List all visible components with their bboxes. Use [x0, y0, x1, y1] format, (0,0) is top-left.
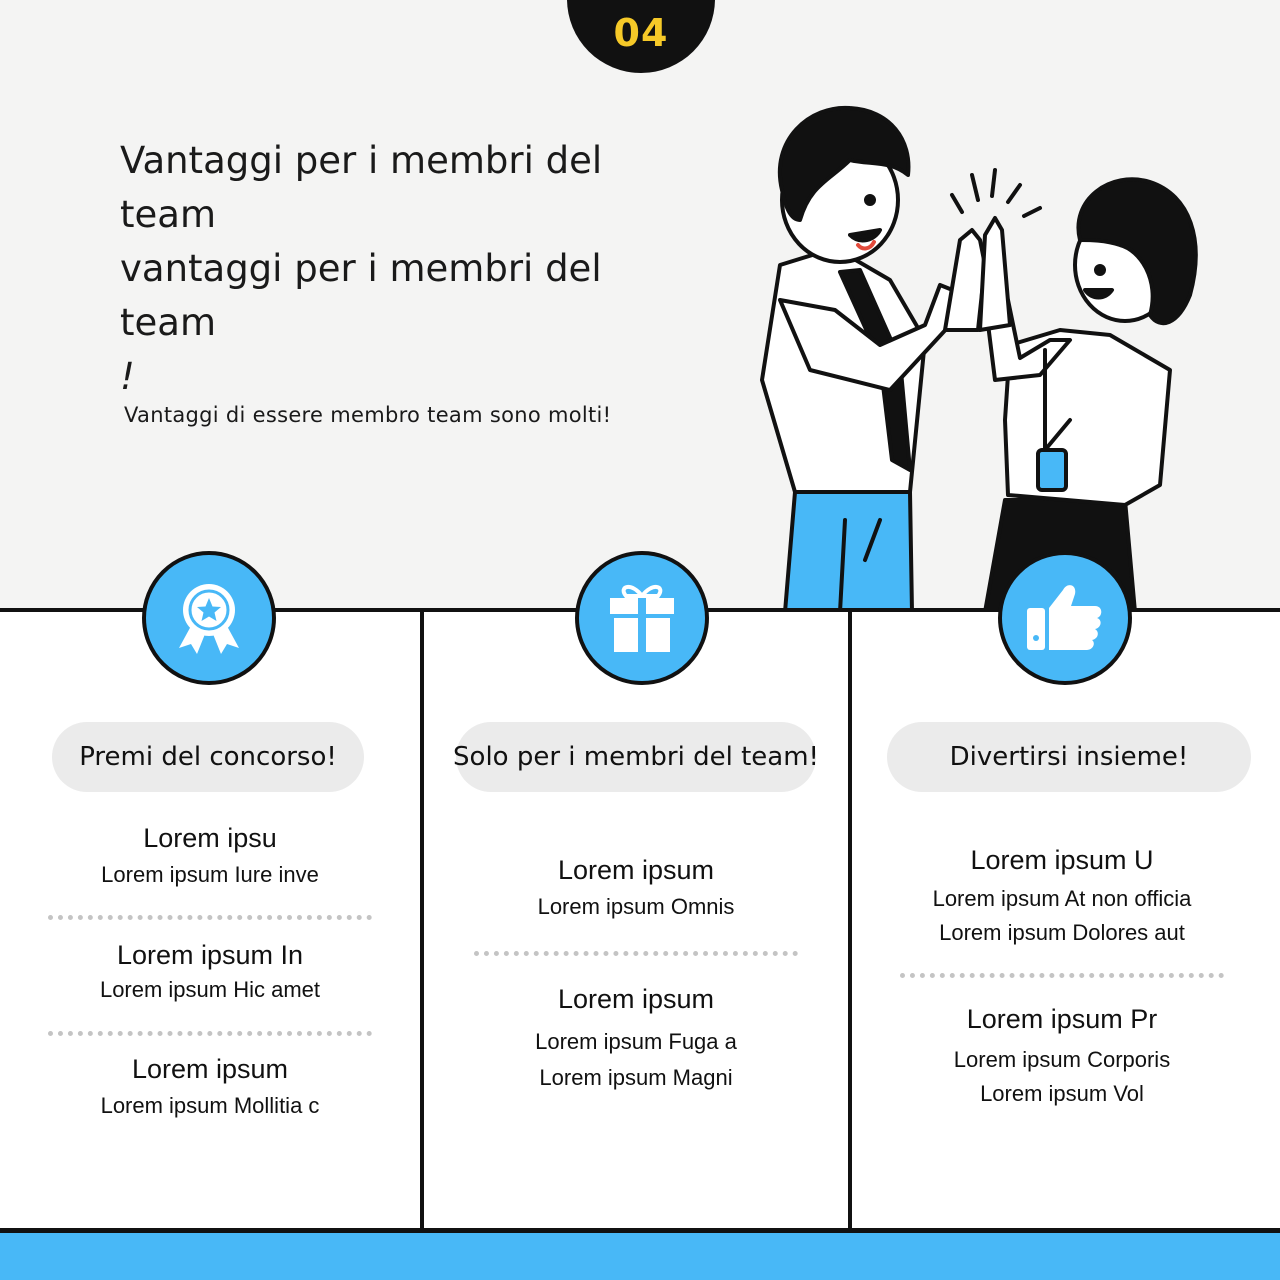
column-pill-prizes: Premi del concorso!: [52, 722, 364, 792]
item-line: Lorem ipsum Vol: [980, 1081, 1144, 1106]
dotted-divider: [900, 973, 1224, 982]
high-five-illustration: [740, 90, 1280, 612]
column-divider: [848, 608, 852, 1232]
item-line: Lorem ipsum Omnis: [537, 894, 735, 919]
item-title: Lorem ipsum Pr: [966, 1004, 1158, 1034]
step-badge: [567, 0, 715, 73]
dotted-divider: [48, 915, 372, 924]
item-line: Lorem ipsum Hic amet: [99, 977, 321, 1002]
column-divider: [420, 608, 424, 1232]
list-item: [444, 984, 828, 1091]
list-item: [872, 1004, 1252, 1107]
list-item: [444, 855, 828, 920]
title-line: vantaggi per i membri del: [120, 247, 602, 290]
item-line: Lorem ipsum At non officia: [932, 886, 1192, 911]
item-title: Lorem ipsum: [557, 984, 715, 1014]
column-pill-fun: Divertirsi insieme!: [887, 722, 1251, 792]
item-title: Lorem ipsu: [143, 823, 277, 853]
dotted-divider: [474, 951, 798, 960]
title-line: team: [120, 193, 216, 236]
list-item: [20, 823, 400, 888]
title-line: Vantaggi per i membri del: [120, 139, 603, 182]
page-title: [120, 134, 640, 404]
list-item: [20, 940, 400, 1003]
item-title: Lorem ipsum: [557, 855, 715, 885]
item-title: Lorem ipsum U: [970, 845, 1154, 875]
item-line: Lorem ipsum Dolores aut: [939, 920, 1185, 945]
item-line: Lorem ipsum Fuga a: [535, 1029, 737, 1054]
step-number: 04: [613, 11, 669, 55]
list-item: [20, 1054, 400, 1119]
benefit-panel: [424, 608, 848, 1232]
award-ribbon-icon: [142, 551, 276, 685]
footer-bar: [0, 1233, 1280, 1280]
title-line: team: [120, 301, 216, 344]
page-subtitle: Vantaggi di essere membro team sono molti!: [124, 403, 612, 427]
item-line: Lorem ipsum Corporis: [953, 1047, 1171, 1072]
column-pill-members: Solo per i membri del team!: [456, 722, 816, 792]
item-line: Lorem ipsum Magni: [539, 1065, 733, 1090]
item-line: Lorem ipsum Iure inve: [101, 862, 319, 887]
title-exclamation: !: [120, 355, 135, 398]
item-title: Lorem ipsum In: [116, 940, 304, 970]
item-title: Lorem ipsum: [131, 1054, 289, 1084]
thumbs-up-icon: [998, 551, 1132, 685]
dotted-divider: [48, 1031, 372, 1040]
gift-icon: [575, 551, 709, 685]
item-line: Lorem ipsum Mollitia c: [100, 1093, 320, 1118]
list-item: [872, 845, 1252, 946]
